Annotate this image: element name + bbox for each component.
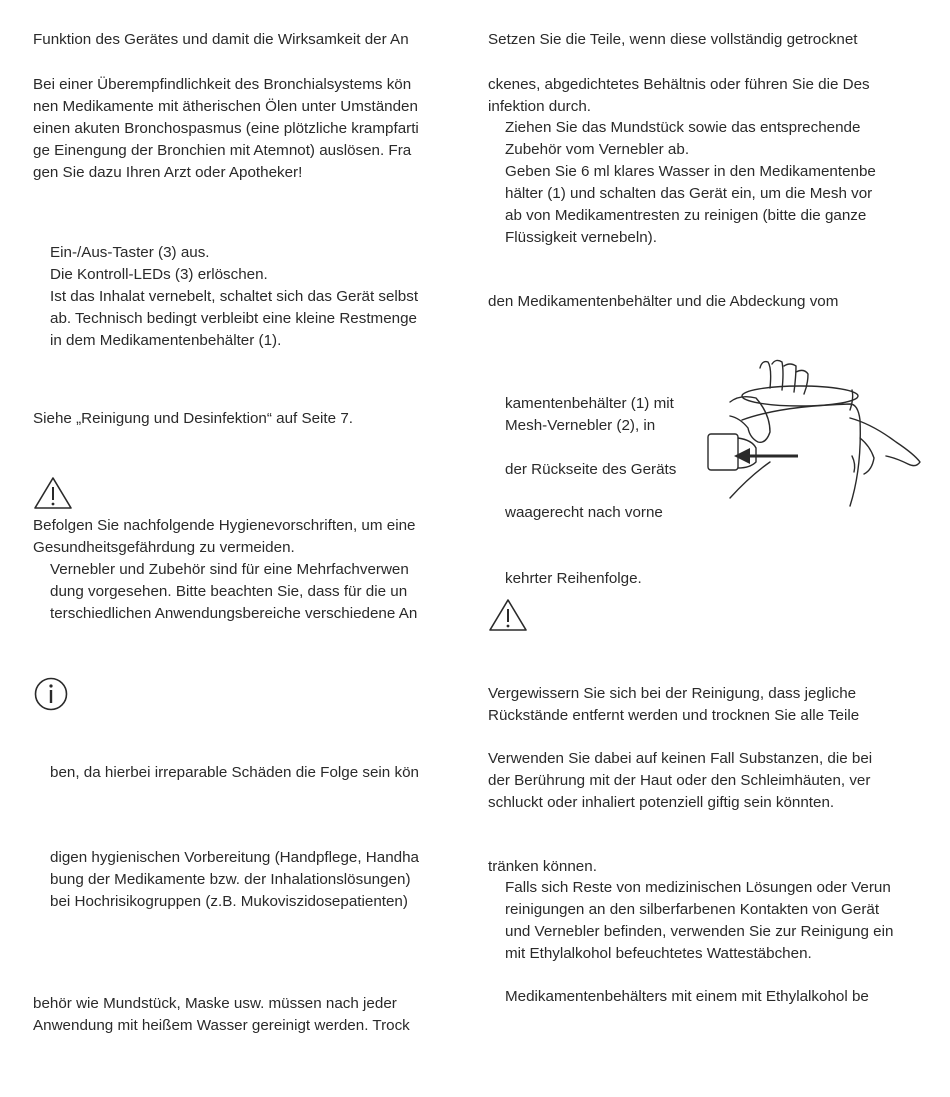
right-paragraph-8: kehrter Reihenfolge. bbox=[505, 570, 642, 587]
hands-removing-container-illustration bbox=[700, 358, 928, 510]
warning-icon bbox=[488, 598, 528, 632]
right-paragraph-1: Setzen Sie die Teile, wenn diese vollständig getrocknet bbox=[488, 31, 858, 48]
right-paragraph-6: der Rückseite des Geräts bbox=[505, 461, 677, 478]
left-paragraph-8: digen hygienischen Vorbereitung (Handpflege, Handha bung der Medikamente bzw. der Inhalationslösungen) bei Hochrisikogruppen (z.B. Mukoviszidosepatienten) bbox=[50, 849, 419, 910]
right-paragraph-9: Vergewissern Sie sich bei der Reinigung, dass jegliche Rückstände entfernt werden und trocknen Sie alle Teile bbox=[488, 685, 860, 724]
right-paragraph-7: waagerecht nach vorne bbox=[505, 504, 663, 521]
right-paragraph-3: Ziehen Sie das Mundstück sowie das entsprechende Zubehör vom Vernebler ab. Geben Sie 6 ml klares Wasser in den Medikamentenbe hälter (1) und schalten das Gerät ein, um die Mesh vor ab von Medikamentresten zu reinigen (bitte die ganze Flüssigkeit vernebeln). bbox=[505, 119, 876, 246]
right-paragraph-11: tränken können. bbox=[488, 858, 597, 875]
info-icon bbox=[33, 676, 69, 712]
left-paragraph-9: behör wie Mundstück, Maske usw. müssen nach jeder Anwendung mit heißem Wasser gereinigt werden. Trock bbox=[33, 995, 410, 1034]
right-paragraph-2: ckenes, abgedichtetes Behältnis oder führen Sie die Des infektion durch. bbox=[488, 76, 870, 115]
right-paragraph-12: Falls sich Reste von medizinischen Lösungen oder Verun reinigungen an den silberfarbenen Kontakten von Gerät und Vernebler befinden, verwenden Sie zur Reinigung ein mit Ethylalkohol befeuchtetes Wattestäbchen. bbox=[505, 879, 894, 962]
warning-icon bbox=[33, 476, 73, 510]
left-paragraph-1: Funktion des Gerätes und damit die Wirksamkeit der An bbox=[33, 31, 409, 48]
right-paragraph-10: Verwenden Sie dabei auf keinen Fall Substanzen, die bei der Berührung mit der Haut oder den Schleimhäuten, ver schluckt oder inhaliert potenziell giftig sein könnten. bbox=[488, 750, 873, 811]
right-paragraph-5: kamentenbehälter (1) mit Mesh-Vernebler (2), in bbox=[505, 395, 674, 434]
left-paragraph-4: Siehe „Reinigung und Desinfektion“ auf Seite 7. bbox=[33, 410, 353, 427]
right-paragraph-4: den Medikamentenbehälter und die Abdeckung vom bbox=[488, 293, 839, 310]
left-paragraph-2: Bei einer Überempfindlichkeit des Bronchialsystems kön nen Medikamente mit ätherischen Ölen unter Umständen einen akuten Bronchospasmus (eine plötzliche krampfarti ge Einengung der Bronchien mit Atemnot) auslösen. Fra gen Sie dazu Ihren Arzt oder Apotheker! bbox=[33, 76, 419, 181]
right-paragraph-13: Medikamentenbehälters mit einem mit Ethylalkohol be bbox=[505, 988, 869, 1005]
left-paragraph-7: ben, da hierbei irreparable Schäden die Folge sein kön bbox=[50, 764, 419, 781]
left-paragraph-6: Vernebler und Zubehör sind für eine Mehrfachverwen dung vorgesehen. Bitte beachten Sie, dass für die un terschiedlichen Anwendungsbereiche verschiedene An bbox=[50, 561, 418, 622]
left-paragraph-5: Befolgen Sie nachfolgende Hygienevorschriften, um eine Gesundheitsgefährdung zu vermeiden. bbox=[33, 517, 416, 556]
left-paragraph-3: Ein-/Aus-Taster (3) aus. Die Kontroll-LEDs (3) erlöschen. Ist das Inhalat vernebelt, schaltet sich das Gerät selbst ab. Technisch bedingt verbleibt eine kleine Restmenge in dem Medikamentenbehälter (1). bbox=[50, 244, 419, 349]
